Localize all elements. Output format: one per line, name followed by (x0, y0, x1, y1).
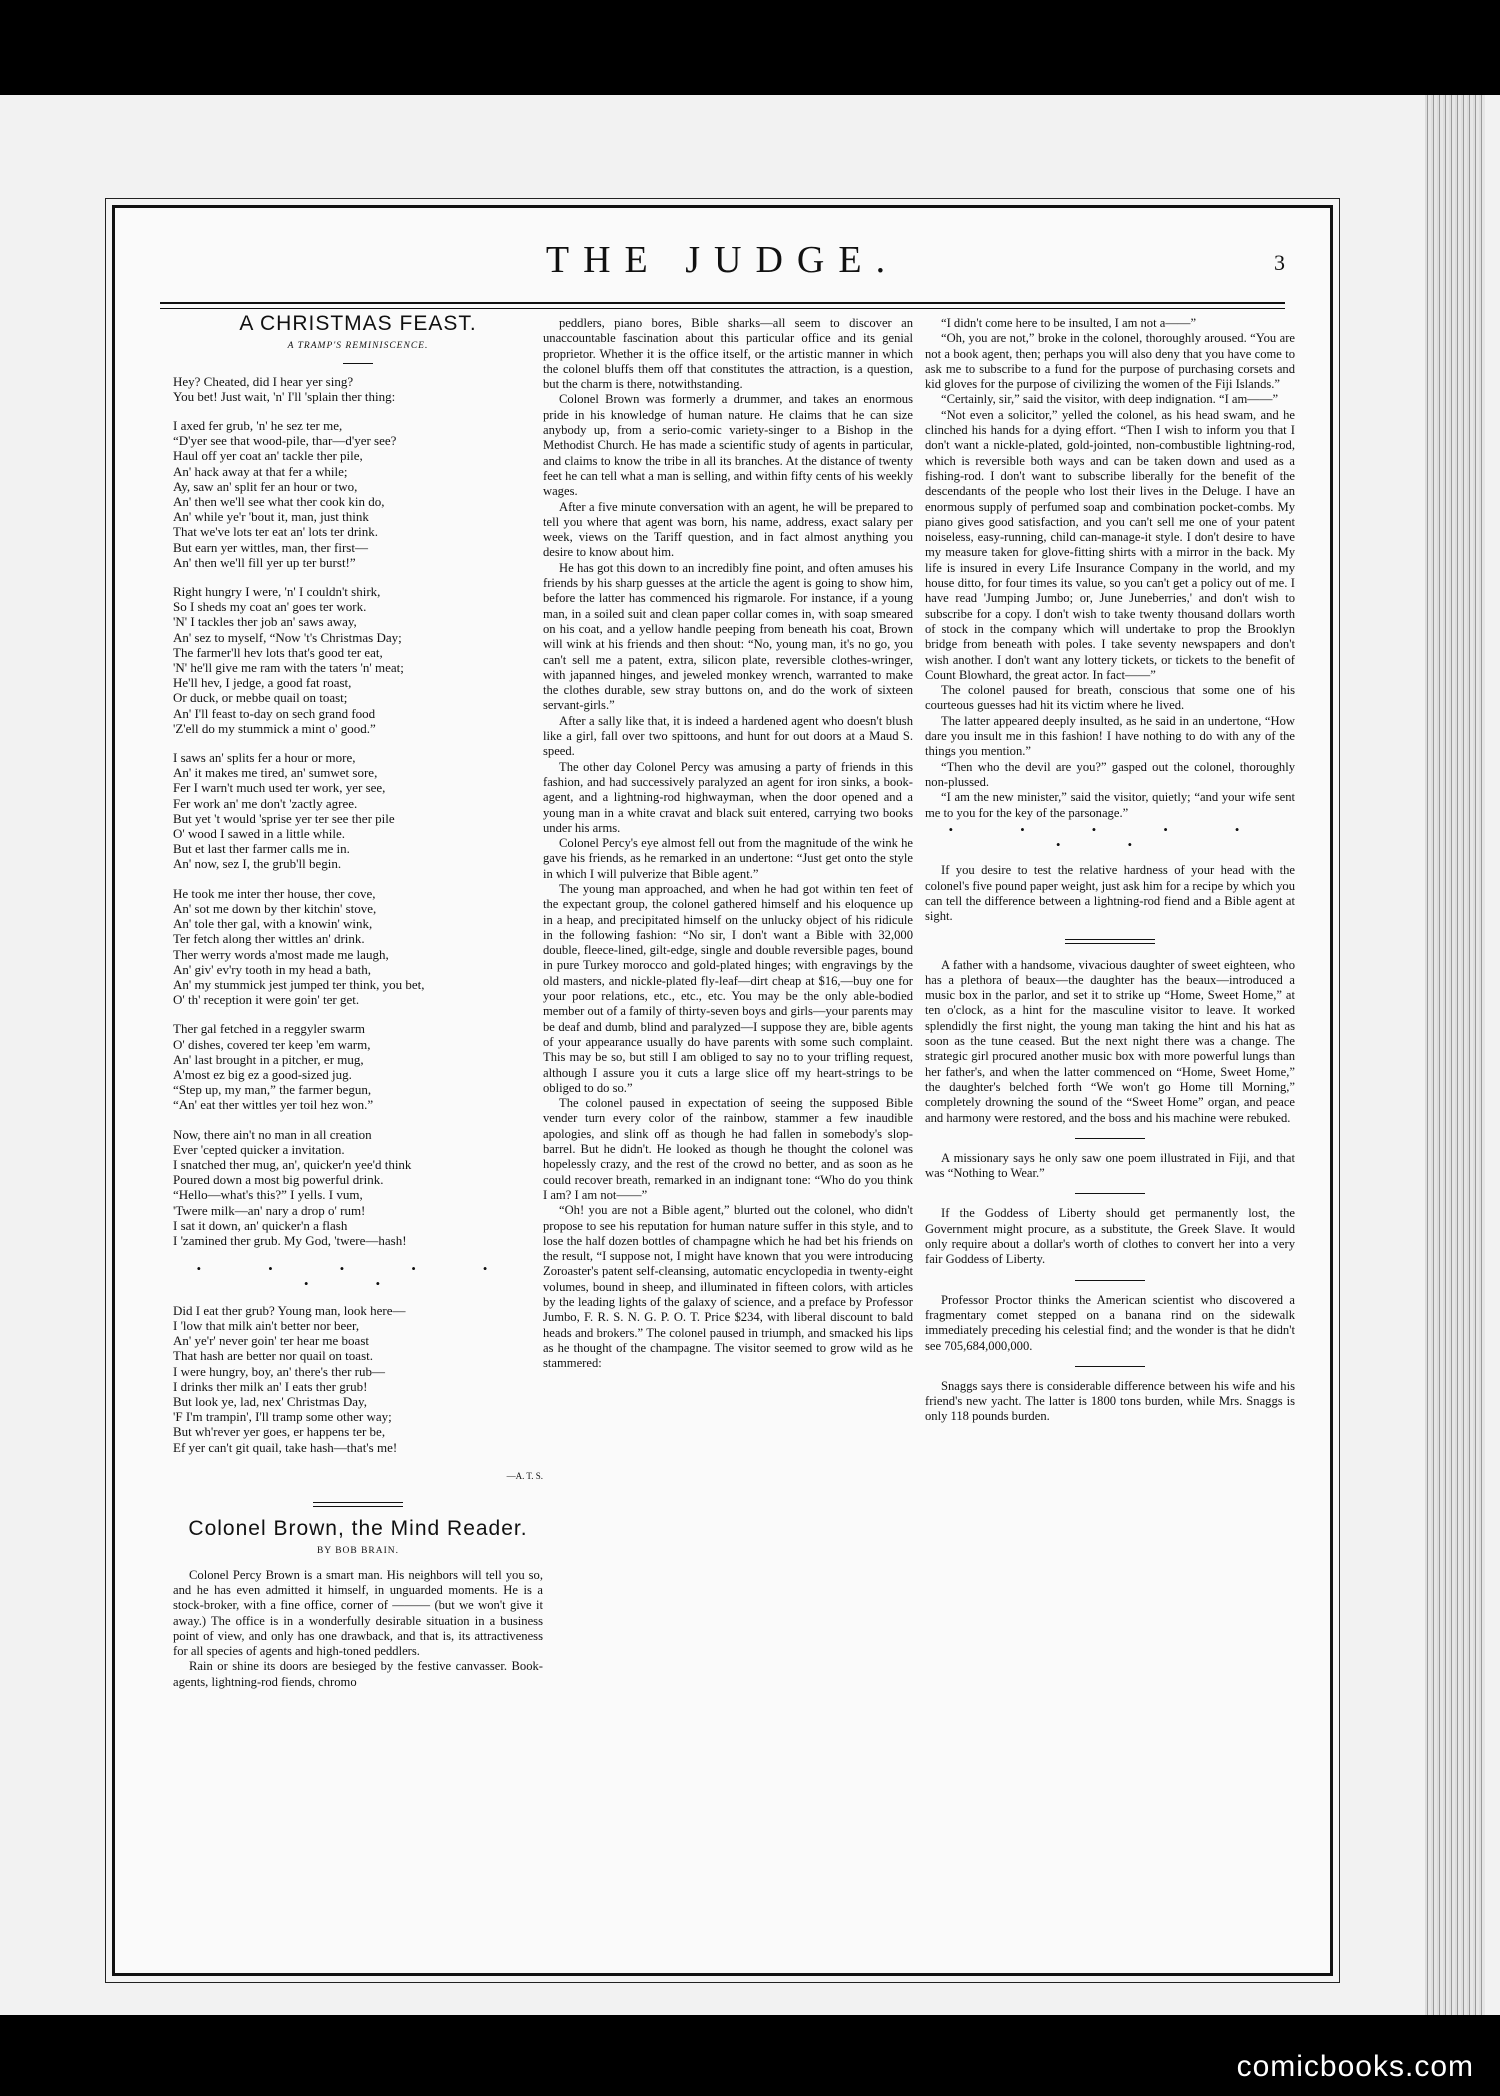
poem-line: O' th' reception it were goin' ter get. (173, 992, 360, 1008)
poem-subtitle: A TRAMP'S REMINISCENCE. (287, 341, 429, 352)
poem-line: I 'low that milk ain't better nor beer, (173, 1317, 360, 1333)
masthead: THE JUDGE. (545, 239, 900, 281)
short-item: A father with a handsome, vivacious daughter of sweet eighteen, who has a plethora of beaux—the daughter has the beaux—introduced a music box in the parlor, and set it to strike up “Home, Sweet Home,” at ten o'clock, as a hint for the masculine visitor to leave. It worked splendidly the first night, the young man taking the hint and his hat as soon as the tune ceased. But the next night there was a change. The strategic girl procured another music box with more powerful lungs than her father's, and when the latter commenced on “Home, Sweet Home,” the daughter's belched forth “We won't go Home till Morning,” completely drowning the sound of the “Sweet Home” organ, and peace and harmony were restored, and the boss and his machine were rebuked. (925, 957, 1295, 1125)
story-text-col1 (173, 1568, 543, 1690)
poem-line: I were hungry, boy, an' there's ther rub— (173, 1363, 386, 1379)
story-paragraph: “Certainly, sir,” said the visitor, with deep indignation. “I am——” (941, 392, 1279, 407)
short-item: Professor Proctor thinks the American scientist who discovered a fragmentary comet stepped on a banana rind on the sidewalk immediately preceding his celestial find; and the wonder is that he didn't see 705,684,000,000. (925, 1292, 1295, 1353)
poem-line: An' my stummick jest jumped ter think, you bet, (173, 976, 425, 992)
story-paragraph: “I didn't come here to be insulted, I am not a——” (941, 316, 1197, 330)
poem-line: 'N' he'll give me ram with the taters 'n' meat; (173, 660, 404, 676)
story-paragraph: The other day Colonel Percy was amusing a party of friends in this fashion, and had successively paralyzed an agent for iron sinks, a book-agent, and a lightning-rod highwayman, when the door opened and a young man in a white cravat and black suit entered, carrying two books under his arms. (543, 759, 913, 835)
story-paragraph: “Then who the devil are you?” gasped out the colonel, thoroughly non-plussed. (925, 759, 1295, 789)
poem-line: An' sez to myself, “Now 't's Christmas Day; (173, 629, 402, 645)
story-paragraph: The latter appeared deeply insulted, as he said in an undertone, “How dare you insult me in this fashion! I have nothing to do with any of the things you mention.” (925, 713, 1295, 759)
story-closing: If you desire to test the relative hardness of your head with the colonel's five pound paper weight, just ask him for a recipe by which you can tell the difference between a lightning-rod fiend and a Bible agent at sight. (925, 863, 1295, 924)
poem-line: But look ye, lad, nex' Christmas Day, (173, 1393, 367, 1409)
masthead-rule-thin (160, 308, 1285, 309)
poem-line: But wh'rever yer goes, er happens ter be, (173, 1424, 386, 1440)
poem-line: An' last brought in a pitcher, er mug, (173, 1051, 364, 1067)
poem-stanza (173, 886, 543, 1008)
item-divider (1075, 1366, 1145, 1367)
poem-line: Ever 'cepted quicker a invitation. (173, 1141, 345, 1157)
poem-line: Fer work an' me don't 'zactly agree. (173, 795, 358, 811)
poem-line: Ef yer can't git quail, take hash—that's me! (173, 1439, 398, 1455)
poem-line: 'N' I tackles ther job an' saws away, (173, 614, 357, 630)
poem-line: I sat it down, an' quicker'n a flash (173, 1217, 348, 1233)
poem-line: Fer I warn't much used ter work, yer see, (173, 780, 386, 796)
column-1 (173, 312, 543, 1690)
short-item: If the Goddess of Liberty should get permanently lost, the Government might procure, as a substitute, the Greek Slave. It would only require about a dollar's worth of clothes to convert her into a very fair Goddess of Liberty. (925, 1206, 1295, 1267)
poem-line: An' giv' ev'ry tooth in my head a bath, (173, 961, 372, 977)
poem-line: “An' eat ther wittles yer toil hez won.” (173, 1097, 374, 1113)
poem-line: I axed fer grub, 'n' he sez ter me, (173, 418, 343, 433)
poem-line: Ther gal fetched in a reggyler swarm (173, 1021, 366, 1037)
item-divider (1075, 1280, 1145, 1281)
poem-line: “Step up, my man,” the farmer begun, (173, 1082, 372, 1098)
poem-line: An' now, sez I, the grub'll begin. (173, 856, 342, 872)
poem-stanza (173, 1021, 543, 1112)
poem-line: 'F I'm trampin', I'll tramp some other way; (173, 1409, 392, 1425)
poem-signature: —A. T. S. (506, 1470, 543, 1481)
story-paragraph: Rain or shine its doors are besieged by the festive canvasser. Book-agents, lightning-rod fiends, chromo (173, 1659, 543, 1689)
story-paragraph: After a five minute conversation with an agent, he will be prepared to tell you where that agent was born, his name, address, exact salary per week, views on the Tariff question, and in fact almost anything you desire to know about him. (543, 499, 913, 560)
story-paragraph: Colonel Brown was formerly a drummer, and takes an enormous pride in his knowledge of human nature. He claims that he can size anybody up, from a serio-comic variety-singer to a Bishop in the Methodist Church. He has made a scientific study of agents in particular, and claims to know the tribe in all its branches. At the distance of twenty feet he can tell what a man is selling, and within fifty cents of his weekly wages. (543, 392, 913, 499)
poem-line: Ther werry words a'most made me laugh, (173, 946, 389, 962)
masthead-rule (160, 302, 1285, 304)
story-paragraph: peddlers, piano bores, Bible sharks—all seem to discover an unaccountable fascination about this particular office and its genial proprietor. Whether it is the office itself, or the artistic manner in which the colonel bluffs them off that constitutes the attraction, is a question, but the charm is there, notwithstanding. (543, 316, 913, 392)
poem-line: 'Twere milk—an' nary a drop o' rum! (173, 1202, 366, 1218)
poem-line: O' dishes, covered ter keep 'em warm, (173, 1036, 371, 1052)
poem-line: So I sheds my coat an' goes ter work. (173, 599, 367, 615)
story-paragraph: “Oh! you are not a Bible agent,” blurted out the colonel, who didn't propose to see his reputation for human nature suffer in this style, and to lose the half dozen bottles of champagne which he had bet his friends on the result, “I suppose not, I might have known that you were introducing Zoroaster's patent self-cleansing, automatic encyclopedia in twenty-eight volumes, bound in sheep, and illuminated in fifteen colors, with articles by the leading lights of the galaxy of science, and a preface by Professor Jumbo, F. R. S. N. G. P. O. T. Price $234, with liberal discount to bald heads and brokers.” The colonel paused in triumph, and smacked his lips as he thought of the champagne. The visitor seemed to grow wild as he stammered: (543, 1203, 913, 1371)
story-paragraph: The young man approached, and when he had got within ten feet of the expectant group, the colonel gathered himself and his eloquence up in a heap, and precipitated himself on the unlucky object of his ridicule in the following fashion: “No sir, I don't want a Bible with 32,000 double, fleece-lined, gilt-edge, single and double reversible pages, bound in pure Turkey morocco and gold-plated hinges; with engravings by the old masters, and nickle-plated fly-leaf—dirt cheap at $16,—buy one for your poor relations, etc., etc., etc. You may be the only able-bodied member out of a family of thirty-seven boys and girls—your parents may be deaf and dumb, blind and paralyzed—I suppose they are, bible agents of your appearance usually do have parents with some such complaint. This may be so, but still I am obliged to say no to your trifling request, although I assure you it cuts a large slice off my heart-strings to be obliged to do so.” (543, 881, 913, 1095)
poem-stanza (173, 374, 543, 404)
poem-line: Ter fetch along ther wittles an' drink. (173, 931, 365, 947)
poem-stanza (173, 584, 543, 736)
poem-line: An' I'll feast to-day on sech grand food (173, 705, 376, 721)
poem-line: That we've lots ter eat an' lots ter drink. (173, 524, 379, 540)
poem-line: But yet 't would 'sprise yer ter see ther pile (173, 810, 395, 826)
story-paragraph: Colonel Percy Brown is a smart man. His neighbors will tell you so, and he has even admitted it himself, in unguarded moments. He is a stock-broker, with a fine office, corner of ——— (but we won't give it away.) The office is in a wonderfully desirable situation in a business point of view, and only has one drawback, and that is, its attractiveness for all species of agents and high-toned peddlers. (173, 1567, 543, 1659)
page-number: 3 (1274, 250, 1285, 275)
poem-line: He took me inter ther house, ther cove, (173, 885, 376, 901)
watermark: comicbooks.com (1236, 2050, 1474, 2083)
story-dots: • • • • • • • (948, 822, 1272, 853)
poem-line: The farmer'll hev lots that's good ter eat, (173, 644, 383, 660)
short-item: Snaggs says there is considerable difference between his wife and his friend's new yacht. The latter is 1800 tons burden, while Mrs. Snaggs is only 118 pounds burden. (925, 1378, 1295, 1424)
poem-stanza (173, 418, 543, 570)
poem-line: “Hello—what's this?” I yells. I vum, (173, 1187, 363, 1203)
poem-line: Did I eat ther grub? Young man, look here— (173, 1302, 406, 1318)
item-divider (1075, 1138, 1145, 1139)
poem-line: “D'yer see that wood-pile, thar—d'yer see? (173, 433, 397, 449)
book-page-edges (1425, 95, 1485, 2015)
short-item: A missionary says he only saw one poem illustrated in Fiji, and that was “Nothing to Wear.” (925, 1150, 1295, 1181)
poem-stanza (173, 1127, 543, 1249)
poem-dots: • • • • • • • (196, 1262, 520, 1292)
divider (343, 363, 373, 364)
poem-line: An' it makes me tired, an' sumwet sore, (173, 765, 378, 781)
story-paragraph: The colonel paused for breath, conscious that some one of his courteous guesses had hit its victim where he lived. (925, 683, 1295, 713)
poem-line: Hey? Cheated, did I hear yer sing? (173, 373, 354, 389)
poem-line: 'Z'ell do my stummick a mint o' good.” (173, 720, 376, 736)
poem-line: Now, there ain't no man in all creation (173, 1126, 372, 1142)
poem-line: An' then we'll see what ther cook kin do, (173, 494, 385, 510)
poem-line: Haul off yer coat an' tackle ther pile, (173, 448, 363, 464)
story-paragraph: The colonel paused in expectation of seeing the supposed Bible vender turn every color of the rainbow, stammer a few inaudible apologies, and slink off as though he had fallen in somebody's slop-barrel. But he didn't. He looked as though he thought the colonel was hopelessly crazy, and the rest of the crowd no better, and as soon as he could recover breath, remarked in an indignant tone: “Who do you think I am? I am not——” (543, 1096, 913, 1202)
story-byline: BY BOB BRAIN. (316, 1546, 400, 1557)
poem-line: I 'zamined ther grub. My God, 'twere—hash! (173, 1232, 407, 1248)
poem-line: I snatched ther mug, an', quicker'n yee'd think (173, 1156, 412, 1172)
poem-body (173, 374, 543, 1455)
poem-line: But earn yer wittles, man, ther first— (173, 539, 368, 555)
poem-line: Or duck, or mebbe quail on toast; (173, 690, 348, 706)
story-paragraph: “I am the new minister,” said the visitor, quietly; “and your wife sent me to you for the key of the parsonage.” (925, 790, 1295, 820)
poem-title: A CHRISTMAS FEAST. (239, 312, 477, 335)
poem-line: But et last ther farmer calls me in. (173, 841, 350, 857)
story-text-col3 (925, 316, 1295, 821)
story-paragraph: “Not even a solicitor,” yelled the colonel, as his head swam, and he clinched his hands for a dying effort. “Then I wish to inform you that I don't want a nickle-plated, gold-jointed, non-combustible lightning-rod, which is reversible both ways and can be taken down and used as a fishing-rod. I don't want to subscribe liberally for the benefit of the descendants of the people who lost their lives in the Deluge. I have an enormous supply of perfumed soap and combination pocket-combs. My piano gives good satisfaction, and you can't sell me one of your patent noiseless, easy-running, child can-manage-it style. I don't desire to have my measure taken for glove-fitting shirts with a mirror in the back. My life is insured in every Life Insurance Company in the world, and my house ditto, for four times its value, so you can't get a policy out of me. I have read 'Jumping Jumbo; or, June Juneberries,' and don't wish to subscribe for a copy. I don't wish to take twenty thousand dollars worth of stock in the company which will undertake to prop the Brooklyn bridge from beneath with poles. I take seventy newspapers and don't wish another. I don't want any lottery tickets, or tickets to the benefit of Count Blowhard, the great actor. In fact——” (925, 407, 1295, 682)
story-text-col2 (543, 316, 913, 1371)
story-title: Colonel Brown, the Mind Reader. (188, 1517, 528, 1541)
poem-stanza (173, 1303, 543, 1455)
poem-line: Poured down a most big powerful drink. (173, 1172, 384, 1188)
poem-line: You bet! Just wait, 'n' I'll 'splain ther thing: (173, 388, 396, 404)
poem-line: Right hungry I were, 'n' I couldn't shirk, (173, 584, 381, 600)
poem-line: An' sot me down by ther kitchin' stove, (173, 900, 377, 916)
poem-line: Ay, saw an' split fer an hour or two, (173, 478, 358, 494)
section-divider (313, 1502, 403, 1507)
newspaper-page (112, 205, 1333, 1976)
section-divider (1065, 939, 1155, 944)
story-paragraph: After a sally like that, it is indeed a hardened agent who doesn't blush like a girl, fall over two spittoons, and hunt for out doors at a Maud S. speed. (543, 713, 913, 759)
poem-line: An' while ye'r 'bout it, man, just think (173, 509, 369, 525)
short-items (925, 958, 1295, 1425)
poem-line: O' wood I sawed in a little while. (173, 826, 346, 842)
poem-line: I saws an' splits fer a hour or more, (173, 750, 356, 766)
poem-line: An' then we'll fill yer up ter burst!” (173, 554, 356, 570)
poem-stanza (173, 750, 543, 872)
poem-line: He'll hev, I jedge, a good fat roast, (173, 675, 352, 691)
column-3 (925, 316, 1295, 1425)
story-paragraph: “Oh, you are not,” broke in the colonel, thoroughly aroused. “You are not a book agent, then; perhaps you will also deny that you have come to ask me to subscribe to a fund for the purpose of purchasing corsets and kid gloves for the purpose of civilizing the women of the Fiji Islands.” (925, 331, 1295, 392)
story-paragraph: He has got this down to an incredibly fine point, and often amuses his friends by his sharp guesses at the article the agent is going to show him, before the latter has commenced his rigmarole. For instance, if a young man, in a soiled suit and clean paper collar comes in, with soap smeared on his coat, and a yellow handle peeping from beneath his coat, Brown will wink at his friends and then shout: “No, young man, it's no go, you can't sell me a patent, extra, silicon plate, reversible clothes-wringer, with japanned hinges, and jeweled monkey wrench, warranted to make the clothes durable, sew stray buttons on, and do the work of sixteen servant-girls.” (543, 560, 913, 713)
item-divider (1075, 1193, 1145, 1194)
poem-line: An' tole ther gal, with a knowin' wink, (173, 916, 373, 932)
column-2 (543, 316, 913, 1371)
poem-line: That hash are better nor quail on toast. (173, 1348, 373, 1364)
poem-line: An' ye'r' never goin' ter hear me boast (173, 1333, 369, 1349)
story-paragraph: Colonel Percy's eye almost fell out from the magnitude of the wink he gave his friends, as he remarked in an undertone: “Just get onto the style in which I will pulverize that Bible agent.” (543, 836, 913, 881)
poem-line: I drinks ther milk an' I eats ther grub! (173, 1378, 368, 1394)
poem-line: A'most ez big ez a good-sized jug. (173, 1066, 352, 1082)
poem-line: An' hack away at that fer a while; (173, 463, 348, 479)
